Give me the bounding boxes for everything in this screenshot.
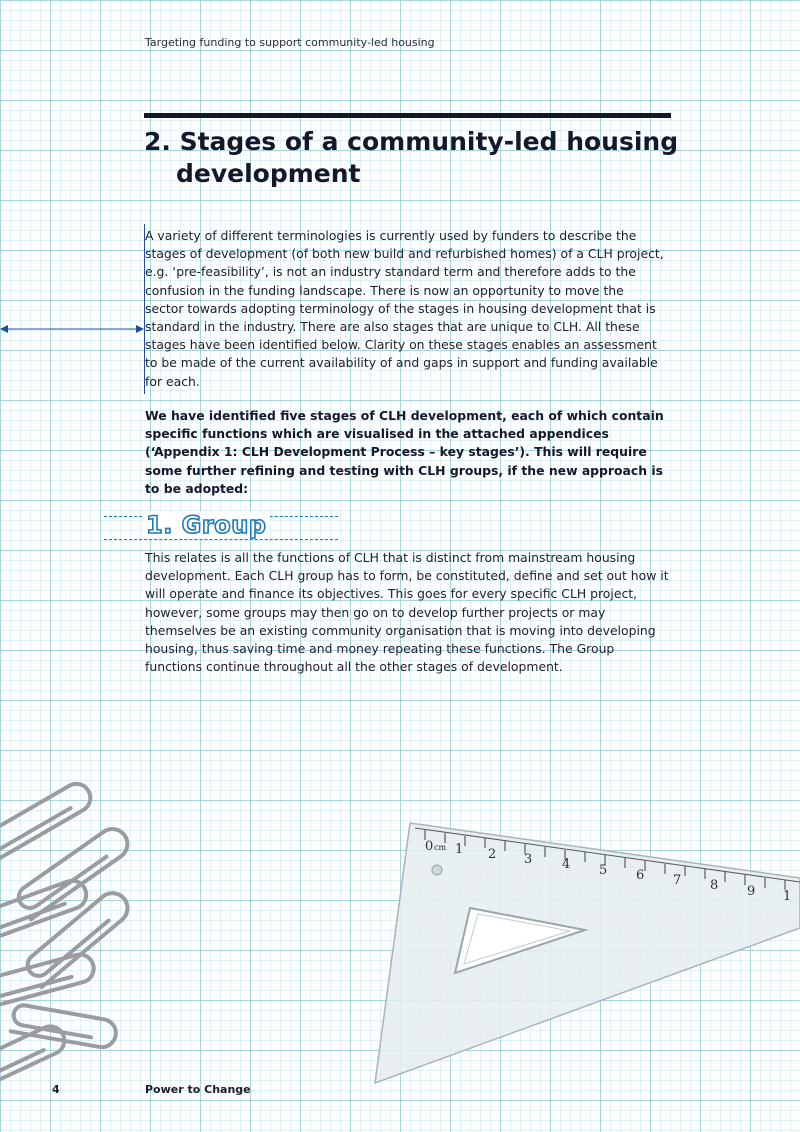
intro-bold-paragraph: We have identified five stages of CLH development, each of which contain specific functions which are visualised in the attached appendices (‘Appendix 1: CLH Development Process – key stages’). This will require some further refining and testing with CLH groups, if the new approach is to be adopted: — [145, 408, 664, 496]
paperclips-image — [0, 775, 175, 1100]
section-heading-group — [104, 513, 338, 543]
ruler-unit: cm — [434, 843, 447, 852]
double-arrow-icon — [0, 322, 146, 336]
ruler-number: 1 — [455, 842, 464, 857]
ruler-number: 0 — [425, 839, 434, 854]
intro-paragraph: A variety of different terminologies is currently used by funders to describe the stages of development (of both new build and refurbished homes) of a CLH project, e.g. ‘pre-feasibility’, is not an industry standard term and therefore adds to the confusion in the funding landscape. There is now an opportunity to move the sector towards adopting terminology of the stages in housing development that is standard in the industry. There are also stages that are unique to CLH. All these stages have been identified below. Clarity on these stages enables an assessment to be made of the current availability of and gaps in support and funding available for each. — [145, 228, 664, 389]
ruler-number: 4 — [562, 857, 571, 872]
footer-organisation: Power to Change — [145, 1083, 251, 1096]
ruler-number: 8 — [710, 878, 719, 893]
page-number: 4 — [52, 1083, 60, 1096]
ruler-number: 2 — [488, 847, 497, 862]
ruler-number: 3 — [524, 852, 533, 867]
set-square-ruler-image — [370, 818, 800, 1088]
ruler-number: 1 — [783, 889, 792, 904]
dashed-guide-bottom — [104, 539, 338, 540]
ruler-number: 6 — [636, 868, 645, 883]
page-title: 2. Stages of a community-led housing development — [144, 127, 679, 188]
title-rule — [144, 113, 671, 118]
ruler-number: 5 — [599, 863, 608, 878]
running-header: Targeting funding to support community-led housing — [145, 36, 435, 49]
ruler-number: 9 — [747, 884, 756, 899]
ruler-number: 7 — [673, 873, 682, 888]
section-body: This relates is all the functions of CLH that is distinct from mainstream housing development. Each CLH group has to form, be constituted, define and set out how it will operate and finance its objectives. This goes for every specific CLH project, however, some groups may then go on to develop further projects or may themselves be an existing community organisation that is moving into developing housing, thus saving time and money repeating these functions. The Group functions continue throughout all the other stages of development. — [145, 550, 669, 675]
section-title: 1. Group — [142, 511, 270, 539]
